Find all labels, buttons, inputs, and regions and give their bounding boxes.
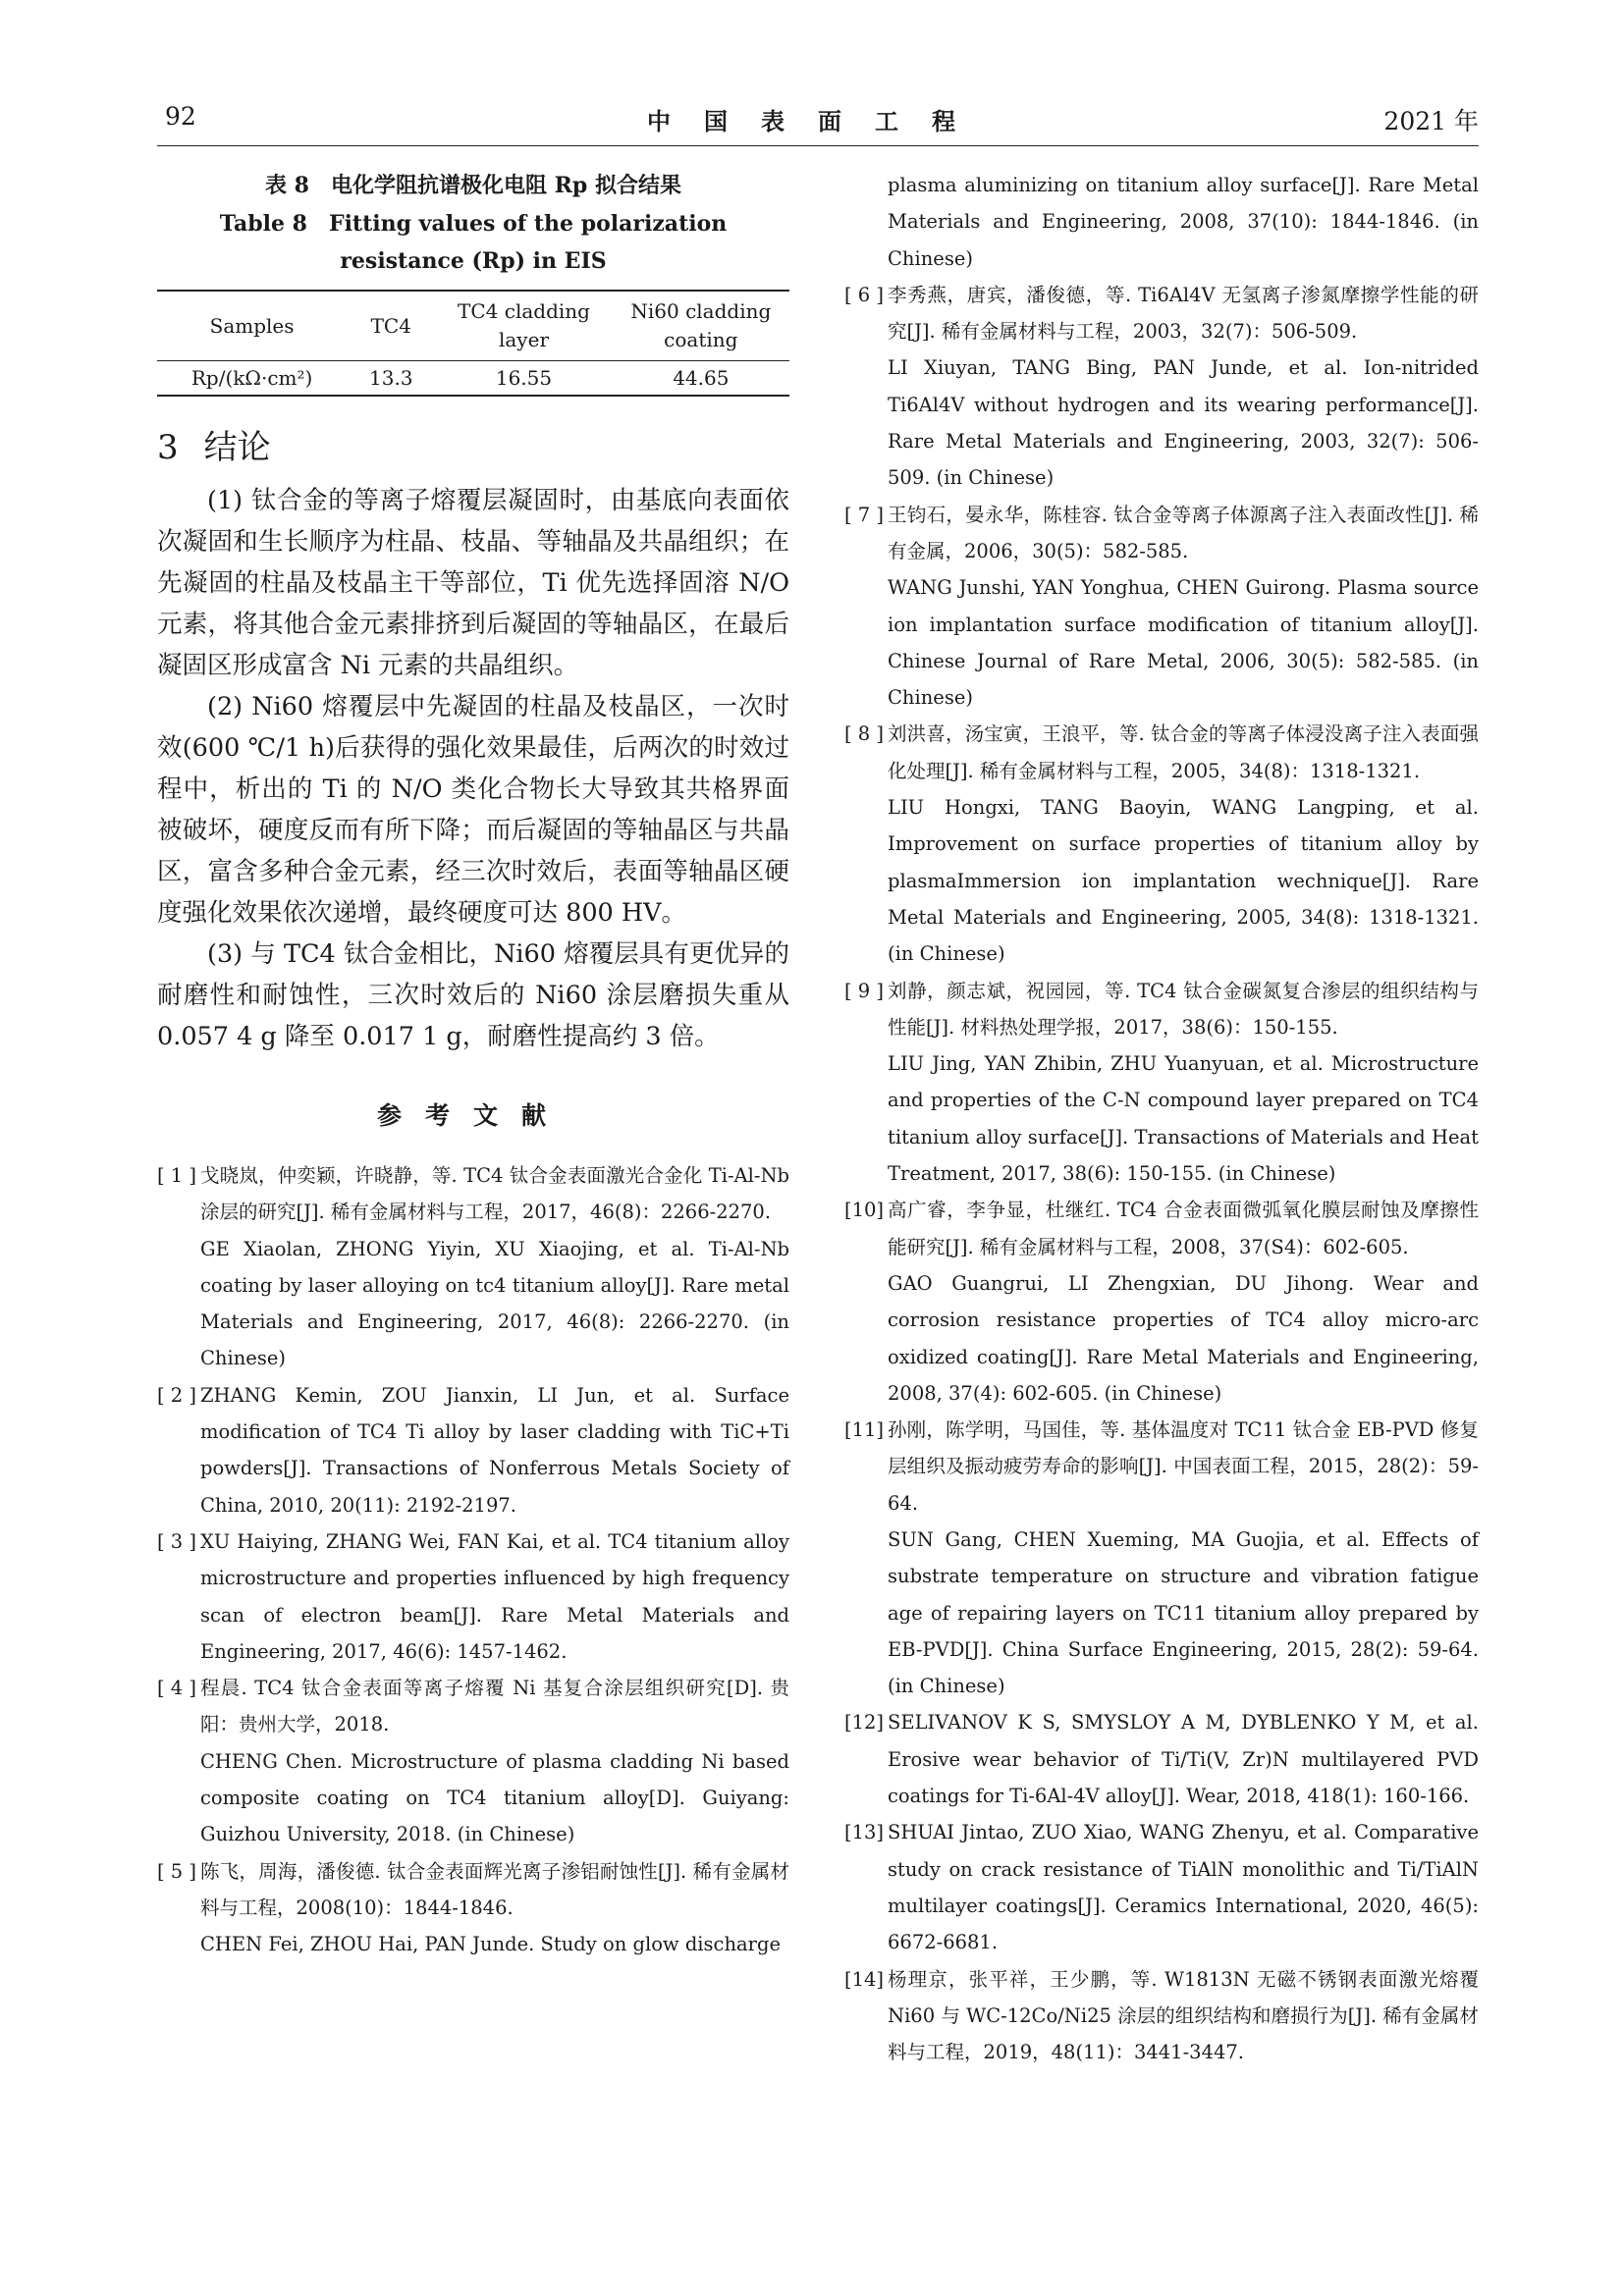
reference-item: [844, 973, 1479, 1193]
reference-number: [ 7 ]: [844, 503, 885, 526]
table-caption-en: Table 8 Fitting values of the polarization resistance (Rp) in EIS: [219, 211, 728, 274]
reference-body: [200, 1523, 789, 1670]
reference-text: LIU Hongxi, TANG Baoyin, WANG Langping, et al. Improvement on surface properties of titanium alloy by plasmaImmersion ion implantation wechnique[J]. Rare Metal Materials and Engineering, 2005, 34(8): 1318-1321. (in Chinese): [888, 796, 1479, 966]
reference-item: [157, 1853, 789, 1963]
reference-item: [844, 497, 1479, 717]
reference-list-left: [157, 1157, 789, 1963]
table-header-row: [157, 291, 789, 361]
reference-number: [ 3 ]: [157, 1529, 197, 1553]
reference-body: [888, 277, 1479, 497]
reference-body: [200, 1377, 789, 1523]
reference-text: SELIVANOV K S, SMYSLOY A M, DYBLENKO Y M, et al. Erosive wear behavior of Ti/Ti(V, Zr)N multilayered PVD coatings for Ti-6Al-4V alloy[J]. Wear, 2018, 418(1): 160-166.: [888, 1711, 1479, 1808]
reference-item: [844, 1814, 1479, 1960]
reference-item: [844, 277, 1479, 497]
reference-text: plasma aluminizing on titanium alloy surface[J]. Rare Metal Materials and Engineering, 2008, 37(10): 1844-1846. (in Chinese): [888, 174, 1479, 270]
reference-number: [14]: [844, 1967, 885, 1991]
references-title: 参考文献: [376, 1101, 569, 1130]
section-title: 结论: [203, 428, 271, 467]
reference-body: [888, 716, 1479, 972]
reference-text: SUN Gang, CHEN Xueming, MA Guojia, et al. Effects of substrate temperature on structure and vibration fatigue age of repairing layers on TC11 titanium alloy prepared by EB-PVD[J]. China Surface Engineering, 2015, 28(2): 59-64. (in Chinese): [888, 1527, 1479, 1698]
table-row: [157, 361, 789, 397]
reference-text: 杨理京，张平祥，王少鹏，等. W1813N 无磁不锈钢表面激光熔覆 Ni60 与 WC-12Co/Ni25 涂层的组织结构和磨损行为[J]. 稀有金属材料与工程，2019，48(11)：3441-3447.: [888, 1967, 1479, 2064]
reference-text: 李秀燕，唐宾，潘俊德，等. Ti6Al4V 无氢离子渗氮摩擦学性能的研究[J]. 稀有金属材料与工程，2003，32(7)：506-509.: [888, 283, 1479, 344]
reference-text: SHUAI Jintao, ZUO Xiao, WANG Zhenyu, et al. Comparative study on crack resistance of TiAlN monolithic and Ti/TiAlN multilayer coatings[J]. Ceramics International, 2020, 46(5): 6672-6681.: [888, 1821, 1479, 1954]
reference-item: [844, 1704, 1479, 1814]
reference-number: [ 6 ]: [844, 283, 885, 306]
reference-number: [ 8 ]: [844, 722, 885, 746]
reference-text: LIU Jing, YAN Zhibin, ZHU Yuanyuan, et al. Microstructure and properties of the C-N compound layer prepared on TC4 titanium alloy surface[J]. Transactions of Materials and Heat Treatment, 2017, 38(6): 150-155. (in Chinese): [888, 1052, 1479, 1186]
reference-text: GAO Guangrui, LI Zhengxian, DU Jihong. Wear and corrosion resistance properties of TC4 alloy micro-arc oxidized coating[J]. Rare Metal Materials and Engineering, 2008, 37(4): 602-605. (in Chinese): [888, 1271, 1479, 1405]
reference-number: [ 5 ]: [157, 1859, 197, 1883]
fitting-table: [157, 290, 789, 397]
table-header-cell: Ni60 cladding coating: [613, 291, 789, 361]
reference-text: CHEN Fei, ZHOU Hai, PAN Junde. Study on glow discharge: [200, 1933, 781, 1956]
publication-year: 2021 年: [1383, 107, 1479, 135]
reference-body: [888, 167, 1479, 277]
reference-body: [200, 1853, 789, 1963]
table-cell: 13.3: [347, 361, 435, 397]
reference-body: [888, 973, 1479, 1193]
reference-item: [844, 167, 1479, 277]
reference-text: 陈飞，周海，潘俊德. 钛合金表面辉光离子渗铝耐蚀性[J]. 稀有金属材料与工程，2008(10)：1844-1846.: [200, 1859, 789, 1919]
reference-item: [157, 1670, 789, 1852]
reference-body: [200, 1157, 789, 1377]
reference-text: CHENG Chen. Microstructure of plasma cladding Ni based composite coating on TC4 titanium alloy[D]. Guiyang: Guizhou University, 2018. (in Chinese): [200, 1749, 789, 1846]
conclusion-paragraph: (1) 钛合金的等离子熔覆层凝固时，由基底向表面依次凝固和生长顺序为柱晶、枝晶、等轴晶及共晶组织；在先凝固的柱晶及枝晶主干等部位，Ti 优先选择固溶 N/O 元素，将其他合金元素排挤到后凝固的等轴晶区，在最后凝固区形成富含 Ni 元素的共晶组织。: [157, 486, 789, 680]
reference-text: 高广睿，李争显，杜继红. TC4 合金表面微弧氧化膜层耐蚀及摩擦性能研究[J]. 稀有金属材料与工程，2008，37(S4)：602-605.: [888, 1199, 1479, 1258]
reference-text: 孙刚，陈学明，马国佳，等. 基体温度对 TC11 钛合金 EB-PVD 修复层组织及振动疲劳寿命的影响[J]. 中国表面工程，2015，28(2)：59-64.: [888, 1418, 1479, 1515]
reference-item: [844, 1192, 1479, 1412]
table-cell: 44.65: [613, 361, 789, 397]
reference-body: [200, 1670, 789, 1852]
reference-item: [844, 1961, 1479, 2071]
reference-body: [888, 1192, 1479, 1412]
page-header: [157, 100, 1479, 146]
reference-body: [888, 1961, 1479, 2071]
conclusion-paragraph: (2) Ni60 熔覆层中先凝固的柱晶及枝晶区，一次时效(600 ℃/1 h)后获得的强化效果最佳，后两次的时效过程中，析出的 Ti 的 N/O 类化合物长大导致其共格界面被破坏，硬度反而有所下降；而后凝固的等轴晶区与共晶区，富含多种合金元素，经三次时效后，表面等轴晶区硬度强化效果依次递增，最终硬度可达 800 HV。: [157, 692, 789, 928]
reference-item: [844, 1412, 1479, 1704]
reference-number: [ 1 ]: [157, 1164, 197, 1187]
reference-number: [ 4 ]: [157, 1677, 197, 1700]
section-number: 3: [157, 428, 179, 467]
section-heading: [157, 420, 789, 468]
reference-text: 程晨. TC4 钛合金表面等离子熔覆 Ni 基复合涂层组织研究[D]. 贵阳：贵州大学，2018.: [200, 1677, 789, 1736]
reference-body: [888, 497, 1479, 717]
table-caption-cn: 表 8 电化学阻抗谱极化电阻 Rp 拟合结果: [265, 173, 681, 198]
reference-text: GE Xiaolan, ZHONG Yiyin, XU Xiaojing, et al. Ti-Al-Nb coating by laser alloying on tc4 titanium alloy[J]. Rare metal Materials and Engineering, 2017, 46(8): 2266-2270. (in Chinese): [200, 1237, 789, 1370]
reference-text: XU Haiying, ZHANG Wei, FAN Kai, et al. TC4 titanium alloy microstructure and properties influenced by high frequency scan of electron beam[J]. Rare Metal Materials and Engineering, 2017, 46(6): 1457-1462.: [200, 1529, 789, 1663]
reference-item: [844, 716, 1479, 972]
reference-text: 刘洪喜，汤宝寅，王浪平，等. 钛合金的等离子体浸没离子注入表面强化处理[J]. 稀有金属材料与工程，2005，34(8)：1318-1321.: [888, 722, 1479, 782]
reference-body: [888, 1814, 1479, 1960]
reference-list-right: [844, 167, 1479, 2070]
reference-number: [12]: [844, 1711, 885, 1735]
reference-item: [157, 1157, 789, 1377]
reference-number: [11]: [844, 1418, 885, 1442]
reference-item: [157, 1523, 789, 1670]
reference-item: [157, 1377, 789, 1523]
reference-text: 刘静，颜志斌，祝园园，等. TC4 钛合金碳氮复合渗层的组织结构与性能[J]. 材料热处理学报，2017，38(6)：150-155.: [888, 979, 1479, 1039]
page-number: 92: [165, 102, 196, 131]
reference-number: [10]: [844, 1199, 885, 1222]
reference-text: 戈晓岚，仲奕颖，许晓静，等. TC4 钛合金表面激光合金化 Ti-Al-Nb 涂层的研究[J]. 稀有金属材料与工程，2017，46(8)：2266-2270.: [200, 1164, 789, 1224]
reference-number: [ 9 ]: [844, 979, 885, 1002]
reference-number: [844, 167, 888, 277]
reference-number: [ 2 ]: [157, 1383, 197, 1407]
reference-text: LI Xiuyan, TANG Bing, PAN Junde, et al. Ion-nitrided Ti6Al4V without hydrogen and its wearing performance[J]. Rare Metal Materials and Engineering, 2003, 32(7): 506-509. (in Chinese): [888, 356, 1479, 490]
table-header-cell: TC4: [347, 291, 435, 361]
right-column: [844, 167, 1479, 2070]
reference-text: 王钧石，晏永华，陈桂容. 钛合金等离子体源离子注入表面改性[J]. 稀有金属，2006，30(5)：582-585.: [888, 503, 1479, 562]
reference-number: [13]: [844, 1821, 885, 1844]
reference-text: WANG Junshi, YAN Yonghua, CHEN Guirong. Plasma source ion implantation surface modification of titanium alloy[J]. Chinese Journal of Rare Metal, 2006, 30(5): 582-585. (in Chinese): [888, 576, 1479, 710]
left-column: [157, 167, 789, 1963]
table-header-cell: Samples: [157, 291, 347, 361]
table-header-cell: TC4 cladding layer: [435, 291, 612, 361]
table-row-label: Rp/(kΩ·cm²): [157, 361, 347, 397]
table-cell: 16.55: [435, 361, 612, 397]
reference-text: ZHANG Kemin, ZOU Jianxin, LI Jun, et al. Surface modification of TC4 Ti alloy by laser cladding with TiC+Ti powders[J]. Transactions of Nonferrous Metals Society of China, 2010, 20(11): 2192-2197.: [200, 1383, 789, 1517]
reference-body: [888, 1704, 1479, 1814]
journal-name: 中国表面工程: [647, 107, 989, 135]
reference-body: [888, 1412, 1479, 1704]
conclusion-paragraph: (3) 与 TC4 钛合金相比，Ni60 熔覆层具有更优异的耐磨性和耐蚀性，三次时效后的 Ni60 涂层磨损失重从 0.057 4 g 降至 0.017 1 g，耐磨性提高约 3 倍。: [157, 939, 789, 1051]
